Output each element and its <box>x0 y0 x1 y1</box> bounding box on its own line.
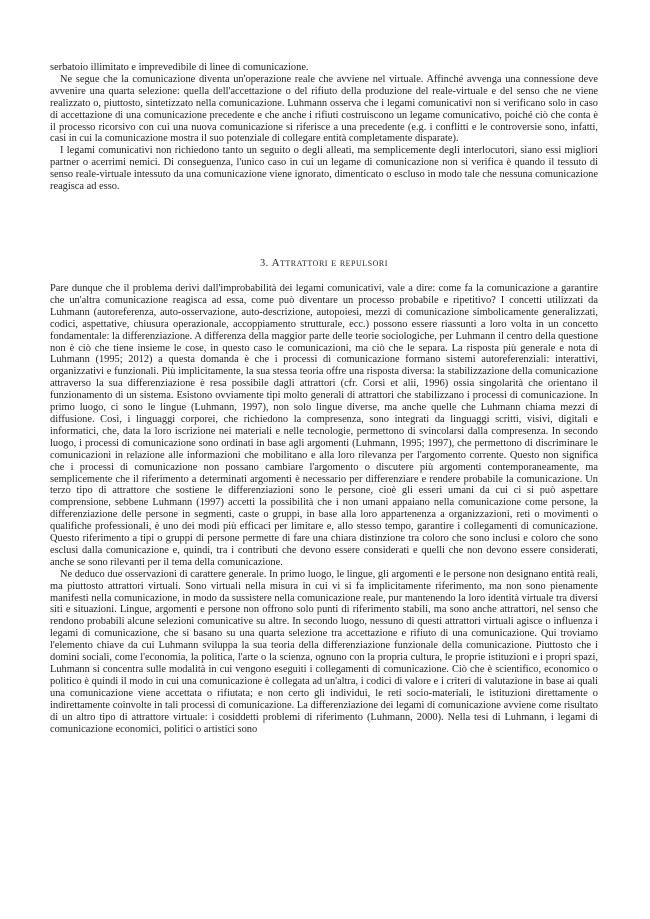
section-heading <box>50 257 598 269</box>
body-text-block <box>50 283 598 735</box>
paragraph: Pare dunque che il problema derivi dall'improbabilità dei legami comunicativi, vale a dire: come fa la comunicazione a garantire che un'altra comunicazione reagisca ad essa, come può diventare un processo probabile e ripetitivo? I concetti utilizzati da Luhmann (autoreferenza, auto-osservazione, auto-descrizione, autopoiesi, mezzi di comunicazione simbolicamente generalizzati, codici, aspettative, chiusura operazionale, accoppiamento strutturale, ecc.) possono essere riassunti a loro volta in un concetto fondamentale: la differenziazione. A differenza della maggior parte delle teorie sociologiche, per Luhmann il centro della questione non è ciò che tiene insieme le cose, in questo caso le comunicazioni, ma ciò che le separa. La risposta più generale e nota di Luhmann (1995; 2012) a questa domanda è che i processi di comunicazione formano sistemi autoreferenziali: interattivi, organizzativi e funzionali. Più implicitamente, la sua stessa teoria offre una risposta diversa: la stabilizzazione della comunicazione attraverso la sua differenziazione è resa possibile dagli attrattori (cfr. Corsi et alii, 1996) ossia singolarità che orientano il funzionamento di un sistema. Esistono ovviamente tipi molto generali di attrattori che stabilizzano i processi di comunicazione. In primo luogo, ci sono le lingue (Luhmann, 1997), non solo lingue diverse, ma anche quelle che Luhmann chiama mezzi di diffusione. Così, i linguaggi corporei, che richiedono la compresenza, sono integrati da linguaggi scritti, visivi, digitali e informatici, che, data la loro iscrizione nei materiali e nelle tecnologie, permettono di svincolarsi dalla compresenza. In secondo luogo, i processi di comunicazione sono ordinati in base agli argomenti (Luhmann, 1995; 1997), che permettono di discriminare le comunicazioni in relazione alle informazioni che mobilitano e alla loro rilevanza per l'argomento corrente. Questo non significa che i processi di comunicazione non possano cambiare l'argomento o discutere più argomenti contemporaneamente, ma semplicemente che il riferimento a determinati argomenti è necessario per differenziare e rendere probabile la comunicazione. Un terzo tipo di attrattore che sostiene le differenziazioni sono le persone, cioè gli esseri umani da cui ci si può aspettare comprensione, sebbene Luhmann (1997) accetti la possibilità che i non umani appaiano nella comunicazione come persone, la differenziazione delle persone in segmenti, caste o gruppi, in base alla loro appartenenza a organizzazioni, reti o movimenti o qualifiche professionali, è uno dei modi più efficaci per limitare e, allo stesso tempo, garantire i collegamenti di comunicazione. Questo riferimento a tipi o gruppi di persone permette di fare una chiara distinzione tra coloro che sono inclusi e coloro che sono esclusi dalla comunicazione e, quindi, tra i contributi che devono essere considerati e quelli che non devono essere considerati, anche se sono rilevanti per il tema della comunicazione. <box>50 283 598 568</box>
top-text-block <box>50 62 598 193</box>
section-title: Attrattori e repulsori <box>271 257 388 269</box>
paragraph: Ne deduco due osservazioni di carattere generale. In primo luogo, le lingue, gli argomenti e le persone non designano entità reali, ma piuttosto attrattori virtuali. Sono virtuali nella misura in cui vi si fa implicitamente riferimento, ma non sono pienamente manifesti nella comunicazione, in modo da sussistere nella comunicazione reale, pur mantenendo la loro identità virtuale tra diversi siti e situazioni. Lingue, argomenti e persone non offrono solo punti di riferimento stabili, ma sono anche attrattori, nel senso che rendono probabili alcune selezioni comunicative su altre. In secondo luogo, nessuno di questi attrattori virtuali agisce o influenza i legami di comunicazione, che si basano su una quarta selezione tra accettazione e rifiuto di una comunicazione. Qui troviamo l'elemento chiave da cui Luhmann sviluppa la sua teoria della differenziazione funzionale della comunicazione. Piuttosto che i domini sociali, come l'economia, la politica, l'arte o la scienza, ognuno con la propria cultura, le proprie istituzioni e i propri spazi, Luhmann si concentra sulle modalità in cui vengono eseguiti i collegamenti di comunicazione. Ciò che è scientifico, economico o politico è quindi il modo in cui una comunicazione è collegata ad un'altra, i codici di valore e i criteri di valutazione in base ai quali una comunicazione viene accettata o rifiutata; e non certo gli individui, le reti socio-materiali, le istituzioni direttamente o indirettamente coinvolte in tali processi di comunicazione. La differenziazione dei legami di comunicazione avviene come risultato di un altro tipo di attrattore virtuale: i cosiddetti problemi di riferimento (Luhmann, 2000). Nella tesi di Luhmann, i legami di comunicazione economici, politici o artistici sono <box>50 568 598 735</box>
paragraph: I legami comunicativi non richiedono tanto un seguito o degli alleati, ma semplicemente degli interlocutori, siano essi migliori partner o acerrimi nemici. Di conseguenza, l'unico caso in cui un legame di comunicazione non si verifica è quando il tessuto di senso reale-virtuale intessuto da una comunicazione viene ignorato, dimenticato o escluso in modo tale che nessuna comunicazione reagisca ad esso. <box>50 145 598 193</box>
paragraph-continuation: serbatoio illimitato e imprevedibile di linee di comunicazione. <box>50 62 309 73</box>
section-number: 3. <box>260 258 269 269</box>
paragraph: Ne segue che la comunicazione diventa un'operazione reale che avviene nel virtuale. Affinché avvenga una connessione deve avvenire una quarta selezione: quella dell'accettazione o del rifiuto della produzione del reale-virtuale e del senso che ne viene realizzato o, piuttosto, sintetizzato nella comunicazione. Luhmann osserva che i legami comunicativi non si verificano solo in caso di accettazione di una comunicazione precedente e che anche i rifiuti costruiscono un legame comunicativo, poiché ciò che conta è il processo ricorsivo con cui una nuova comunicazione si riferisce a una precedente (e.g. i conflitti e le controversie sono, infatti, casi in cui la comunicazione mostra il suo potenziale di collegare entità completamente disparate). <box>50 73 598 145</box>
